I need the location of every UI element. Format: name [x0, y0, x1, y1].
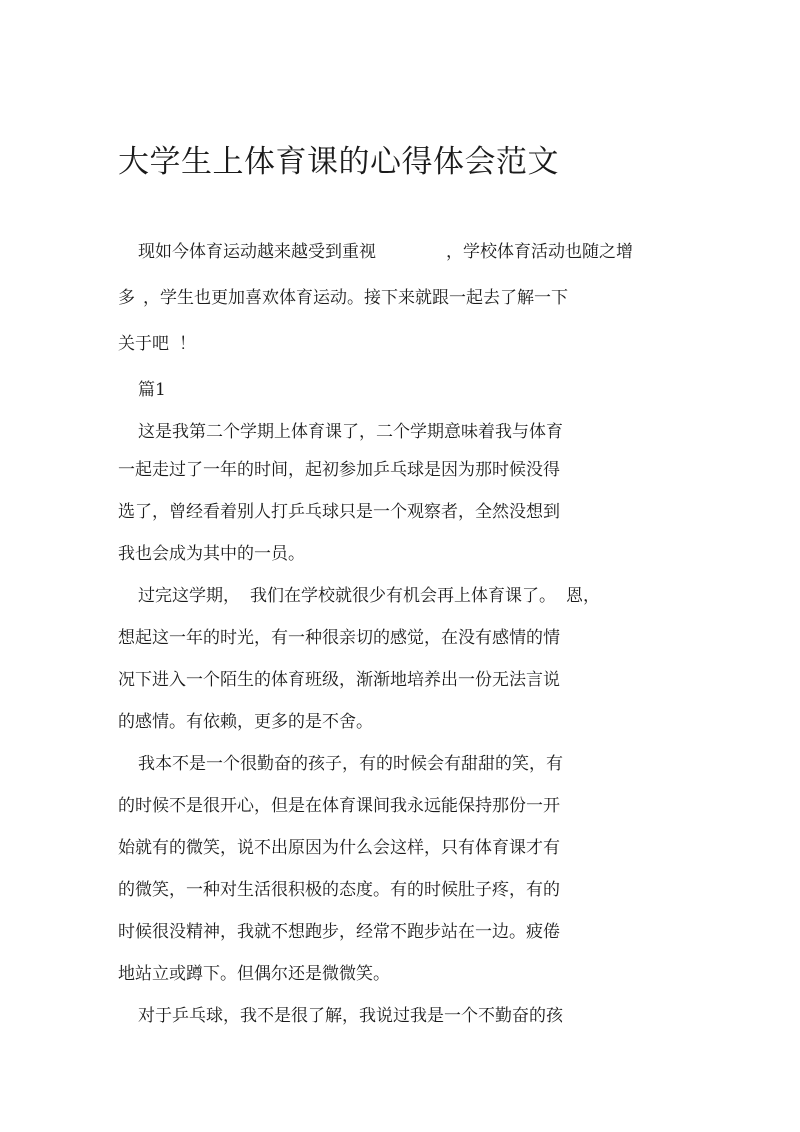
- paragraph-line: 时候很没精神，我就不想跑步，经常不跑步站在一边。疲倦: [118, 922, 560, 942]
- page-title: 大学生上体育课的心得体会范文: [118, 144, 559, 180]
- intro-text: ！: [179, 334, 196, 354]
- intro-line-2: [118, 286, 568, 310]
- paragraph-line: [138, 584, 600, 608]
- paragraph-line: 我本不是一个很勤奋的孩子，有的时候会有甜甜的笑，有: [138, 754, 563, 774]
- intro-line-1: [138, 240, 633, 264]
- paragraph-text: 过完这学期，: [138, 586, 240, 606]
- intro-text: 现如今体育运动越来越受到重视: [138, 242, 376, 262]
- paragraph-line: 地站立或蹲下。但偶尔还是微微笑。: [118, 964, 390, 984]
- paragraph-line: 我也会成为其中的一员。: [118, 544, 305, 564]
- paragraph-line: 的时候不是很开心，但是在体育课间我永远能保持那份一开: [118, 796, 560, 816]
- paragraph-line: 想起这一年的时光，有一种很亲切的感觉，在没有感情的情: [118, 628, 560, 648]
- intro-text: 关于吧: [118, 334, 169, 354]
- paragraph-line: 始就有的微笑，说不出原因为什么会这样，只有体育课才有: [118, 838, 560, 858]
- paragraph-line: 对于乒乓球，我不是很了解，我说过我是一个不勤奋的孩: [138, 1006, 563, 1026]
- paragraph-line: 一起走过了一年的时间，起初参加乒乓球是因为那时候没得: [118, 460, 560, 480]
- intro-text: ，学校体育活动也随之增: [446, 242, 633, 262]
- paragraph-line: 的微笑，一种对生活很积极的态度。有的时候肚子疼，有的: [118, 880, 560, 900]
- intro-text: ，学生也更加喜欢体育运动。接下来就跟一起去了解一下: [143, 288, 568, 308]
- paragraph-line: 的感情。有依赖，更多的是不舍。: [118, 712, 373, 732]
- intro-line-3: [118, 332, 196, 356]
- intro-text: 多: [118, 288, 135, 308]
- paragraph-line: 这是我第二个学期上体育课了，二个学期意味着我与体育: [138, 422, 563, 442]
- paragraph-text: 恩，: [566, 586, 600, 606]
- paragraph-line: 况下进入一个陌生的体育班级，渐渐地培养出一份无法言说: [118, 670, 560, 690]
- section-label: 篇1: [138, 380, 166, 400]
- paragraph-text: 我们在学校就很少有机会再上体育课了。: [250, 586, 556, 606]
- paragraph-line: 选了，曾经看着别人打乒乓球只是一个观察者，全然没想到: [118, 502, 560, 522]
